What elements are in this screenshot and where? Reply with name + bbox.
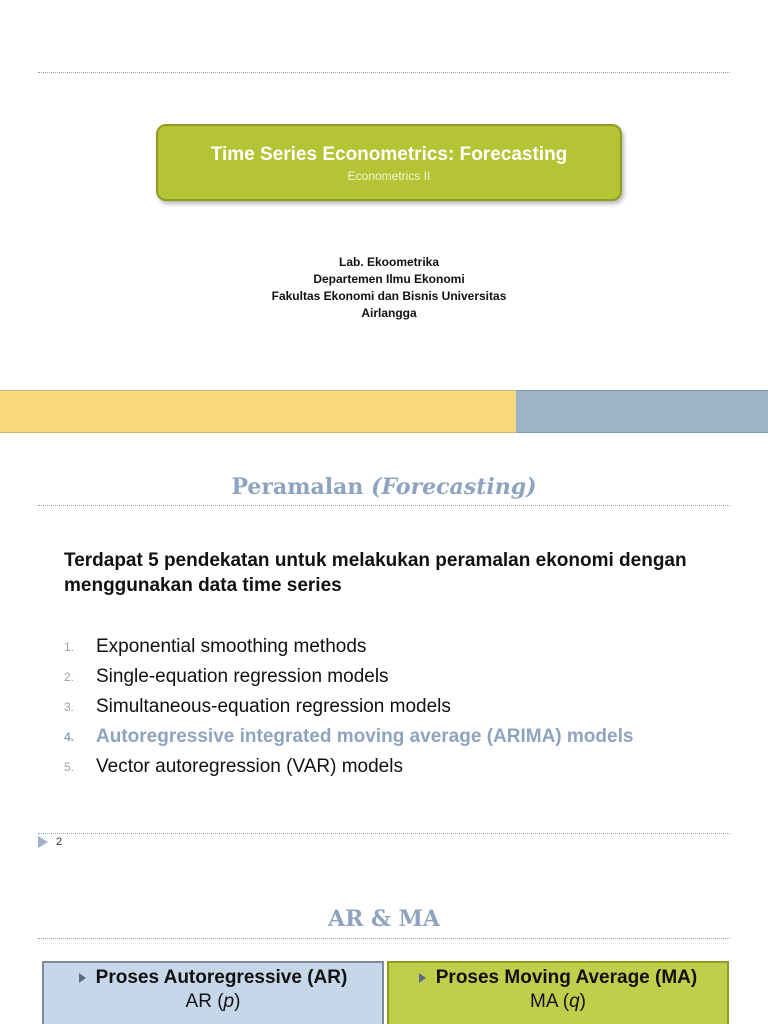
ma-notation-var: q — [569, 991, 580, 1012]
affiliation-line: Fakultas Ekonomi dan Bisnis Universitas — [271, 289, 507, 303]
slide3-title-divider — [38, 938, 730, 939]
separator-band-yellow — [0, 390, 516, 433]
list-item-text: Vector autoregression (VAR) models — [96, 756, 403, 777]
list-item — [64, 662, 744, 692]
list-item-text: Single-equation regression models — [96, 666, 389, 687]
triangle-bullet-icon — [79, 973, 86, 983]
top-divider — [38, 72, 730, 73]
slide-title-main: Peramalan — [231, 474, 372, 500]
ar-notation-var: p — [223, 991, 235, 1012]
slide-title-divider — [38, 505, 730, 506]
ar-notation-prefix: AR ( — [185, 991, 224, 1012]
triangle-bullet-icon — [419, 973, 426, 983]
affiliation-line: Airlangga — [361, 306, 417, 320]
ma-notation-prefix: MA ( — [530, 991, 570, 1012]
presentation-title: Time Series Econometrics: Forecasting — [210, 144, 568, 165]
separator-band-blue — [516, 390, 768, 433]
slide-title-forecasting — [0, 474, 768, 500]
intro-text: Terdapat 5 pendekatan untuk melakukan peramalan ekonomi dengan menggunakan data time series — [64, 550, 687, 596]
triangle-bullet-icon — [38, 836, 48, 848]
affiliation-block — [0, 254, 768, 322]
list-item-text: Exponential smoothing methods — [96, 636, 367, 657]
list-item-text: Autoregressive integrated moving average (ARIMA) models — [96, 726, 634, 747]
affiliation-line: Lab. Ekoometrika — [338, 255, 440, 269]
presentation-subtitle: Econometrics II — [347, 169, 431, 183]
list-item-text: Simultaneous-equation regression models — [96, 696, 451, 717]
ar-notation — [44, 991, 382, 1013]
page-number: 2 — [56, 836, 63, 848]
ma-notation-suffix: ) — [579, 991, 586, 1012]
list-item-number: 3. — [64, 700, 75, 714]
affiliation-line: Departemen Ilmu Ekonomi — [313, 272, 465, 286]
title-box — [156, 124, 622, 201]
list-item — [64, 752, 744, 782]
footer-divider — [38, 833, 730, 834]
list-item — [64, 632, 744, 662]
list-item-number: 1. — [64, 640, 75, 654]
list-item — [64, 692, 744, 722]
slide-title-ar-ma: AR & MA — [328, 906, 440, 932]
page-marker — [38, 836, 62, 848]
ma-process-box — [387, 961, 729, 1024]
ma-heading-text: Proses Moving Average (MA) — [435, 967, 698, 988]
list-item-number: 5. — [64, 760, 75, 774]
list-item-highlighted — [64, 722, 744, 752]
list-item-number: 2. — [64, 670, 75, 684]
ar-heading — [44, 967, 382, 989]
ar-process-box — [42, 961, 384, 1024]
ar-notation-suffix: ) — [234, 991, 241, 1012]
slide-title-italic: (Forecasting) — [371, 474, 537, 500]
ma-notation — [389, 991, 727, 1013]
ma-heading — [389, 967, 727, 989]
list-item-number: 4. — [64, 730, 75, 744]
approach-list — [64, 632, 744, 782]
ar-heading-text: Proses Autoregressive (AR) — [95, 967, 348, 988]
